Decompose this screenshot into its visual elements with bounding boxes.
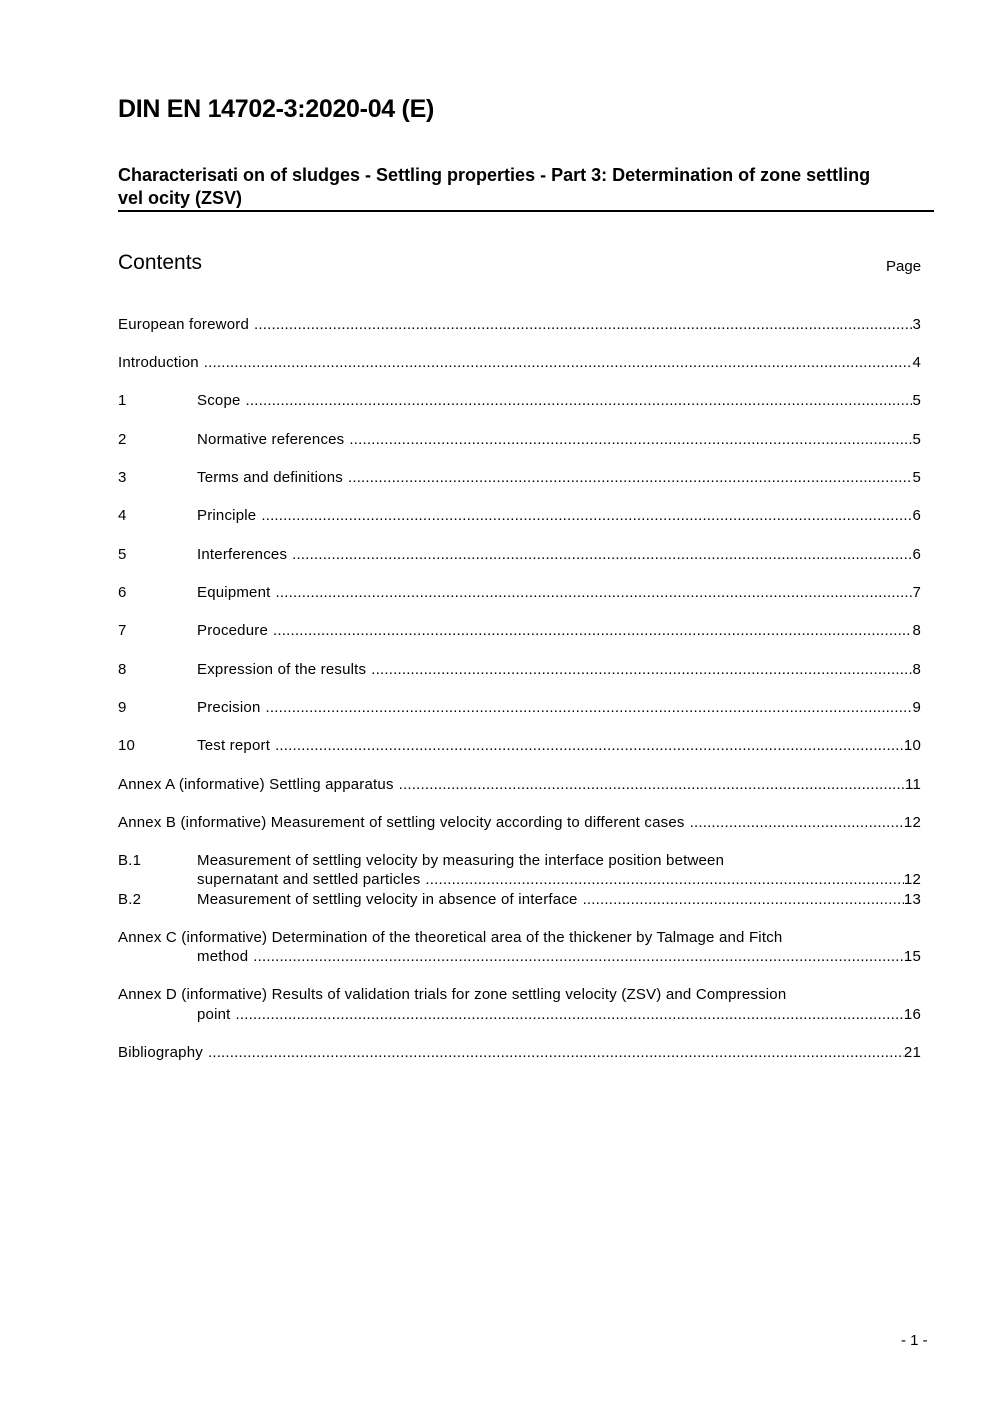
toc-entry-b1-continued[interactable] [118,870,921,890]
toc-entry-text: Terms and definitions [197,469,343,486]
toc-entry-page: 5 [912,431,921,448]
toc-entry-text: Bibliography [118,1044,203,1061]
toc-entry-annex-d-continued[interactable] [118,1005,921,1025]
toc-entry-text: Procedure [197,622,269,639]
toc-entry-text: Principle [197,507,257,524]
toc-entry-text: Expression of the results [197,661,367,678]
toc-entry-text-continued: point [197,1006,231,1023]
toc-entry-equipment[interactable] [118,583,921,603]
toc-leader-dots [204,353,913,373]
toc-entry-page: 8 [912,661,921,678]
toc-entry-test-report[interactable] [118,736,921,756]
toc-entry-terms-and-definitions[interactable] [118,468,921,488]
toc-entry-text: European foreword [118,316,249,333]
contents-heading: Contents [118,251,203,274]
toc-entry-b1[interactable] [118,851,921,871]
toc-entry-text: Precision [197,699,261,716]
toc-entry-page: 21 [903,1044,921,1061]
toc-leader-dots [348,468,913,488]
toc-leader-dots [266,698,913,718]
toc-entry-number: B.1 [118,852,142,869]
toc-entry-text: Test report [197,737,271,754]
toc-entry-text: Annex B (informative) Measurement of settling velocity according to different cases [118,814,685,831]
toc-entry-expression-of-results[interactable] [118,660,921,680]
toc-entry-page: 12 [903,814,921,831]
toc-entry-annex-c[interactable] [118,928,921,948]
toc-entry-annex-a[interactable] [118,775,921,795]
toc-entry-page: 6 [912,546,921,563]
toc-entry-text-continued: method [197,948,249,965]
toc-entry-precision[interactable] [118,698,921,718]
toc-entry-page: 12 [903,871,921,888]
toc-entry-text: Annex D (informative) Results of validation trials for zone settling velocity (ZSV) and Compression [118,986,787,1003]
toc-entry-text: Normative references [197,431,345,448]
toc-leader-dots [273,621,912,641]
toc-entry-page: 4 [912,354,921,371]
toc-leader-dots [208,1043,904,1063]
toc-entry-page: 5 [912,469,921,486]
toc-entry-annex-b[interactable] [118,813,921,833]
toc-entry-page: 3 [912,316,921,333]
toc-entry-page: 7 [912,584,921,601]
toc-entry-number: 1 [118,392,127,409]
toc-entry-text: Scope [197,392,241,409]
toc-leader-dots [425,870,904,890]
toc-leader-dots [246,391,913,411]
toc-entry-number: 7 [118,622,127,639]
toc-leader-dots [261,506,912,526]
toc-entry-text: Interferences [197,546,288,563]
page-column-label: Page [886,258,922,275]
document-subtitle: Characterisati on of sludges - Settling properties - Part 3: Determination of zone settling vel ocity (ZSV) [118,165,871,208]
toc-entry-introduction[interactable] [118,353,921,373]
toc-entry-page: 11 [905,776,921,793]
toc-entry-text: Measurement of settling velocity in absence of interface [197,891,578,908]
toc-entry-annex-c-continued[interactable] [118,947,921,967]
table-of-contents [118,0,921,1403]
toc-leader-dots [275,736,904,756]
toc-entry-bibliography[interactable] [118,1043,921,1063]
toc-entry-number: 10 [118,737,136,754]
toc-entry-european-foreword[interactable] [118,315,921,335]
toc-entry-scope[interactable] [118,391,921,411]
toc-entry-number: 8 [118,661,127,678]
toc-entry-procedure[interactable] [118,621,921,641]
toc-leader-dots [349,430,912,450]
toc-entry-annex-d[interactable] [118,985,921,1005]
toc-entry-page: 10 [903,737,921,754]
toc-entry-text: Measurement of settling velocity by measuring the interface position between [197,852,725,869]
toc-entry-text: Annex A (informative) Settling apparatus [118,776,394,793]
toc-entry-number: 2 [118,431,127,448]
toc-entry-principle[interactable] [118,506,921,526]
toc-entry-page: 15 [903,948,921,965]
toc-entry-b2[interactable] [118,890,921,910]
footer-page-number: - 1 - [901,1332,928,1349]
toc-leader-dots [690,813,904,833]
toc-entry-page: 8 [912,622,921,639]
toc-entry-page: 13 [903,891,921,908]
toc-entry-page: 6 [912,507,921,524]
document-title: DIN EN 14702-3:2020-04 (E) [118,95,434,123]
toc-entry-text: Equipment [197,584,271,601]
toc-entry-normative-references[interactable] [118,430,921,450]
toc-entry-number: 9 [118,699,127,716]
toc-leader-dots [583,890,904,910]
toc-entry-number: 4 [118,507,127,524]
toc-entry-page: 16 [903,1006,921,1023]
toc-entry-number: B.2 [118,891,142,908]
toc-leader-dots [276,583,913,603]
toc-entry-number: 5 [118,546,127,563]
toc-leader-dots [253,947,904,967]
toc-leader-dots [292,545,912,565]
toc-entry-interferences[interactable] [118,545,921,565]
toc-leader-dots [236,1005,904,1025]
toc-entry-page: 5 [912,392,921,409]
toc-leader-dots [399,775,905,795]
toc-leader-dots [254,315,912,335]
toc-entry-text: Annex C (informative) Determination of the theoretical area of the thickener by Talmage and Fitch [118,929,783,946]
toc-entry-number: 6 [118,584,127,601]
toc-entry-page: 9 [912,699,921,716]
toc-entry-number: 3 [118,469,127,486]
toc-entry-text-continued: supernatant and settled particles [197,871,421,888]
toc-entry-text: Introduction [118,354,199,371]
toc-leader-dots [371,660,912,680]
